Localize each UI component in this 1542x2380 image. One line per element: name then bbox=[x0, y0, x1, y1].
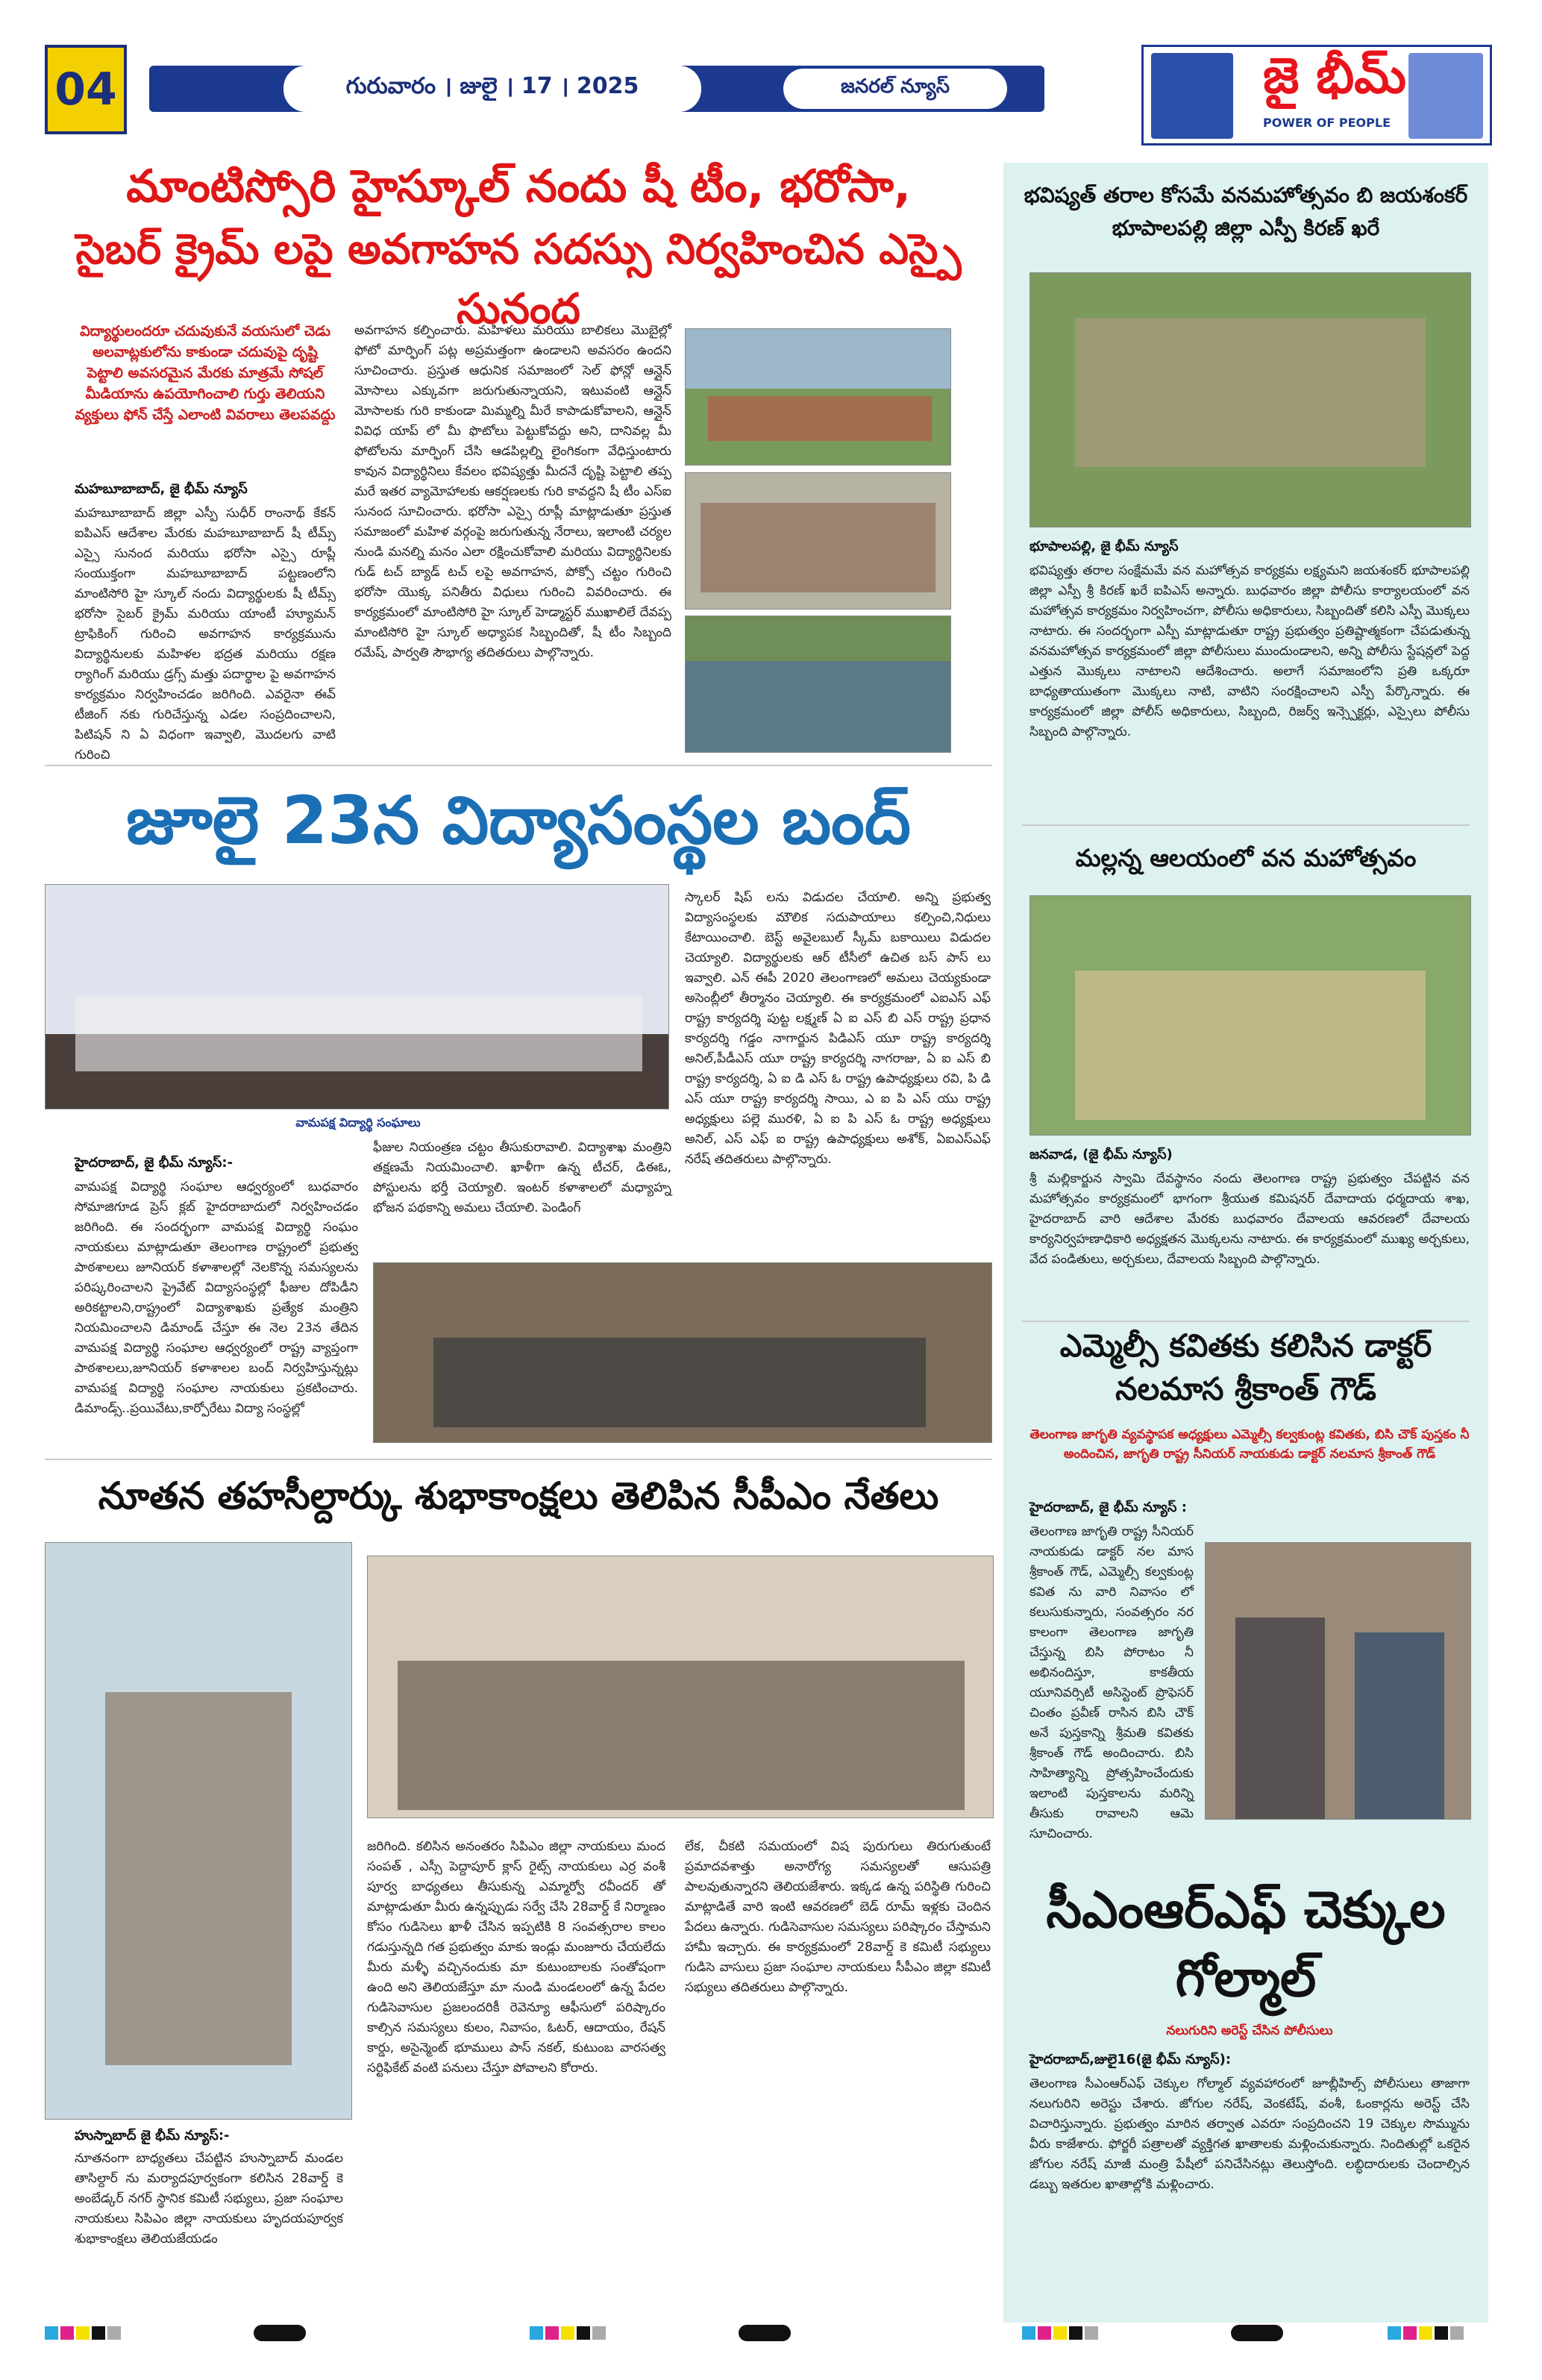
brand-title: జై భీమ్ bbox=[1263, 47, 1406, 104]
side1-body: భవిష్యత్తు తరాల సంక్షేమమే వన మహోత్సవ కార్యక్రమ లక్ష్యమని జయశంకర్ భూపాలపల్లి జిల్లా ఎస్పీ శ్రీ కిరణ్ ఖరే ఐపిఎస్ అన్నారు. బుధవారం జిల్లా పోలీసు కార్యాలయంలో వన మహోత్సవ కార్యక్రమం నిర్వహించగా, పోలీసు అధికారులు, సిబ్బందితో కలిసి ఎస్పీ మొక్కలు నాటారు. ఈ సందర్భంగా ఎస్పీ మాట్లాడుతూ రాష్ట్ర ప్రభుత్వం ప్రతిష్టాత్మకంగా చేపడుతున్న వనమహోత్సవ కార్యక్రమంలో జిల్లా పోలీసులు ముందుండాలని, అన్ని పోలీసు స్టేషన్లలో పెద్ద ఎత్తున మొక్కలు నాటాలని ఆదేశించారు. అలాగే సమాజంలోని ప్రతి ఒక్కరూ బాధ్యతాయుతంగా మొక్కలు నాటి, వాటిని సంరక్షించాలని ఎస్పీ పేర్కొన్నారు. ఈ కార్యక్రమంలో జిల్లా పోలీస్ అధికారులు, సిబ్బంది, రిజర్వ్ ఇన్స్పెక్టర్లు, ఎస్సైలు పోలీసు సిబ్బంది పాల్గొన్నారు. bbox=[1029, 563, 1470, 739]
side1-headline: భవిష్యత్ తరాల కోసమే వనమహోత్సవం బి జయశంకర్ భూపాలపల్లి జిల్లా ఎస్పీ కిరణ్ ఖరే bbox=[1024, 183, 1468, 240]
story3-photo-1 bbox=[45, 1542, 352, 2120]
side4-dateline: హైదరాబాద్,జులై16(జై భీమ్ న్యూస్): bbox=[1029, 2052, 1232, 2067]
page-number: 04 bbox=[45, 45, 127, 134]
story2-photo-group bbox=[373, 1262, 992, 1443]
story1-photo-2 bbox=[685, 472, 951, 610]
story2-dateline: హైదరాబాద్, జై భీమ్ న్యూస్:- bbox=[75, 1155, 234, 1171]
side2-dateline: జనవాడ, (జై భీమ్ న్యూస్) bbox=[1029, 1147, 1173, 1162]
story2-column-3: స్కాలర్ షిప్ లను విడుదల చేయాలి. అన్ని ప్రభుత్వ విద్యాసంస్థలకు మౌలిక సదుపాయాలు కల్పించి,నిధులు కేటాయించాలి. బెస్ట్ అవైలబుల్ స్కీమ్ బకాయిలు విడుదల చెయ్యాలి. విద్యార్థులకు ఆర్ టీసీలో ఉచిత బస్ పాస్ లు ఇవ్వాలి. ఎన్ ఈపీ 2020 తెలంగాణలో అమలు చెయ్యకుండా అసెంబ్లీలో తీర్మానం చెయ్యాలి. ఈ కార్యక్రమంలో ఎఐఎస్ ఎఫ్ రాష్ట్ర కార్యదర్శి పుట్ట లక్ష్మణ్ ఏ ఐ ఎస్ బి ఎస్ రాష్ట్ర ప్రధాన కార్యదర్శి గడ్డం నాగార్జున పిడిఎస్ యూ రాష్ట్ర కార్యదర్శి అనిల్,పీడీఎస్ యూ రాష్ట్ర కార్యదర్శి నాగరాజు, ఏ ఐ ఎస్ బి రాష్ట్ర కార్యదర్శి, ఏ ఐ డి ఎస్ ఓ రాష్ట్ర ఉపాధ్యక్షులు రవి, పి డి ఎస్ యూ రాష్ట్ర కార్యదర్శి సాయి, ఎ ఐ పి ఎస్ యు రాష్ట్ర అధ్యక్షులు పల్లె మురళి, ఏ ఐ పి ఎస్ ఓ రాష్ట్ర అధ్యక్షులు అనిల్, ఎస్ ఎఫ్ ఐ రాష్ట్ర ఉపాధ్యక్షులు అశోక్, ఏఐఎస్ఎఫ్ నరేష్ తదితరులు పాల్గొన్నారు. bbox=[685, 890, 991, 1167]
registration-marks bbox=[530, 2326, 608, 2340]
brand-masthead bbox=[1141, 45, 1492, 145]
story3-dateline: హుస్నాబాద్ జై భీమ్ న్యూస్:- bbox=[75, 2128, 230, 2143]
brand-portrait-icon bbox=[1408, 53, 1483, 139]
story2-photo-pressmeet bbox=[45, 884, 669, 1109]
divider bbox=[45, 1459, 992, 1460]
registration-mark bbox=[739, 2325, 791, 2341]
story1-column-2: అవగాహన కల్పించారు. మహిళలు మరియు బాలికలు మొబైల్లో ఫోటో మార్ఫింగ్ పట్ల అప్రమత్తంగా ఉండాలని అవసరం ఉందని సూచించారు. ప్రస్తుత ఆధునిక సమాజంలో సెల్ ఫోన్లో ఆన్లైన్ మోసాలు ఎక్కువగా జరుగుతున్నాయని, ఇటువంటి ఆన్లైన్ మోసాలకు గురి కాకుండా మిమ్మల్ని మీరే కాపాడుకోవాలని, ఆన్లైన్ వివిధ యాప్ లో మీ ఫొటోలు పెట్టుకోవద్దు అని, దానివల్ల మీ ఫోటోలను మార్ఫింగ్ చేసి ఆడపిల్లల్ని లైంగికంగా వేధిస్తుంటారు కావున విద్యార్థినిలు కేవలం భవిష్యత్తు మీదనే దృష్టి పెట్టాలి తప్ప మరే ఇతర వ్యామోహాలకు ఆకర్షణలకు గురి కావద్దని షీ టీం ఎస్ఐ సునంద సూచించారు. భరోసా ఎస్సై రూప్లీ మాట్లాడుతూ ప్రస్తుత సమాజంలో మహిళ వర్గంపై జరుగుతున్న నేరాలు, ఇలాంటి చర్యల నుండి మనల్ని మనం ఎలా రక్షించుకోవాలి మరియు విద్యార్థినిలకు గుడ్ టచ్ బ్యాడ్ టచ్ లపై అవగాహన, పోక్సో చట్టం గురించి భరోసా యొక్క పనితీరు విధులు గురించి వివరించారు. ఈ కార్యక్రమంలో మాంటిసోరి హై స్కూల్ హెడ్మాస్టర్ ముఖాలిలే దేవప్ప మాంటిసోరి హై స్కూల్ అధ్యాపక సిబ్బందితో, షీ టీం సిబ్బంది రమేష్, పార్వతి సౌభాగ్య తదితరులు పాల్గొన్నారు. bbox=[354, 323, 671, 660]
story3-photo-2 bbox=[367, 1556, 994, 1818]
registration-marks bbox=[45, 2326, 123, 2340]
story2-column-1: వామపక్ష విద్యార్థి సంఘాల ఆధ్వర్యంలో బుధవారం సోమాజిగూడ ప్రెస్ క్లబ్ హైదరాబాదులో నిర్వహించడం జరిగింది. ఈ సందర్భంగా వామపక్ష విద్యార్థి సంఘం నాయకులు మాట్లాడుతూ తెలంగాణ రాష్ట్రంలో ప్రభుత్వ పాఠశాలలు జూనియర్ కళాశాలల్లో నెలకొన్న సమస్యలను పరిష్కరించాలని ప్రైవేట్ విద్యాసంస్థల్లో ఫీజుల దోపిడీని అరికట్టాలని,రాష్ట్రంలో విద్యాశాఖకు ప్రత్యేక మంత్రిని నియమించాలని డిమాండ్ చేస్తూ ఈ నెల 23న తేదిన వామపక్ష విద్యార్థి సంఘాల ఆధ్వర్యంలో రాష్ట్ర వ్యాప్తంగా పాఠశాలలు,జూనియర్ కళాశాలల బంద్ నిర్వహిస్తున్నట్లు వామపక్ష విద్యార్థి సంఘాల నాయకులు ప్రకటించారు. డిమాండ్స్..ప్రయివేటు,కార్పోరేటు విద్యా సంస్థల్లో bbox=[75, 1180, 358, 1416]
side2-body: శ్రీ మల్లికార్జున స్వామి దేవస్థానం నందు తెలంగాణ రాష్ట్ర ప్రభుత్వం చేపట్టిన వన మహోత్సవం కార్యక్రమంలో భాగంగా శ్రీయుత కమిషనర్ దేవాదాయ ధర్మదాయ శాఖ, హైదరాబాద్ వారి ఆదేశాల మేరకు బుధవారం దేవాలయ ఆవరణలో దేవాలయ కార్యనిర్వహణాధికారి అధ్యక్షతన మొక్కలను నాటారు. ఈ కార్యక్రమంలో ముఖ్య అర్చకులు, వేద పండితులు, అర్చకులు, దేవాలయ సిబ్బంది పాల్గొన్నారు. bbox=[1029, 1171, 1470, 1267]
side4-headline: సీఎంఆర్ఎఫ్ చెక్కుల గోల్మాల్ bbox=[1046, 1881, 1446, 2008]
side3-headline: ఎమ్మెల్సీ కవితకు కలిసిన డాక్టర్ నలమాస శ్రీకాంత్ గౌడ్ bbox=[1059, 1327, 1432, 1407]
story1-column-1: మహబూబాబాద్ జిల్లా ఎస్పీ సుధీర్ రాంనాథ్ కేకన్ ఐపిఎస్ ఆదేశాల మేరకు మహబూబాబాద్ షీ టీమ్స్ ఎస్సై సునంద మరియు భరోసా ఎస్సై రూప్లీ సంయుక్తంగా మహబూబాబాద్ పట్టణంలోని మాంటిసోరి హై స్కూల్ నందు విద్యార్థులకు షీ టీమ్స్ భరోసా సైబర్ క్రైమ్ మరియు యాంటీ హ్యూమన్ ట్రాఫికింగ్ గురించి అవగాహన కార్యక్రమును విద్యార్థినులకు మహిళల భద్రత మరియు రక్షణ ర్యాగింగ్ మరియు డ్రగ్స్ మత్తు పదార్థాల పై అవగాహన కార్యక్రమం నిర్వహించడం జరిగింది. ఎవరైనా ఈవ్ టీజింగ్ నకు గురిచేస్తున్న ఎడల సంప్రదించాలని, పిటిషన్ ని ఏ విధంగా ఇవ్వాలి, మొదలగు వాటి గురించి bbox=[75, 506, 336, 762]
issue-date: గురువారం । జులై । 17 । 2025 bbox=[283, 66, 701, 112]
side3-photo bbox=[1205, 1542, 1471, 1820]
story3-headline: నూతన తహసీల్దార్కు శుభాకాంక్షలు తెలిపిన సీపీఎం నేతలు bbox=[98, 1474, 939, 1518]
story2-photo-caption: వామపక్ష విద్యార్థి సంఘాలు bbox=[295, 1115, 421, 1130]
side1-dateline: భూపాలపల్లి, జై భీమ్ న్యూస్ bbox=[1029, 539, 1179, 554]
side3-subhead: తెలంగాణ జాగృతి వ్యవస్థాపక అధ్యక్షులు ఎమ్మెల్సీ కల్వకుంట్ల కవితకు, బిసి చౌక్ పుస్తకం నీ అందించిన, జాగృతి రాష్ట్ర సీనియర్ నాయకుడు డాక్టర్ నలమాస శ్రీకాంత్ గౌడ్ bbox=[1029, 1427, 1470, 1462]
registration-marks bbox=[1388, 2326, 1466, 2340]
section-label: జనరల్ న్యూస్ bbox=[783, 69, 1007, 109]
story3-column-2: జరిగింది. కలిసిన అనంతరం సిపిఎం జిల్లా నాయకులు మంద సంపత్ , ఎస్సీ పెద్దాపూర్ క్లాస్ రైట్స్ నాయకులు ఎర్ర వంశీ పూర్వ బాధ్యతలు తీసుకున్న ఎమ్మార్వో రవీందర్ తో మాట్లాడుతూ మీరు ఉన్నప్పుడు సర్వే చేసి 28వార్డ్ కే నిర్మాణం కోసం గుడిసెలు ఖాళీ చేసిన ఇప్పటికి 8 సంవత్సరాల కాలం గడుస్తున్నది గత ప్రభుత్వం మాకు ఇండ్లు మంజూరు చేయలేదు మీరు మళ్ళీ వచ్చినందుకు మా కుటుంబాలకు సంతోషంగా ఉంది అని తెలియజేస్తూ మా నుండి మండలంలో ఉన్న పేదల గుడిసెవాసుల ప్రజలందరికీ రెవెన్యూ ఆఫీసులో పరిష్కారం కాల్సిన సమస్యలు కులం, నివాసం, ఓటర్, ఆదాయం, రేషన్ కార్డు, అసైన్మెంట్ భూములు పాస్ నకల్, కుటుంబ వారసత్వ సర్టిఫికేట్ వంటి పనులు చేస్తూ పోవాలని కోరారు. bbox=[367, 1839, 665, 2076]
registration-marks bbox=[1022, 2326, 1100, 2340]
story3-column-3: లేక, చీకటి సమయంలో విష పురుగులు తిరుగుతుంటే ప్రమాదవశాత్తు అనారోగ్య సమస్యలతో ఆసుపత్రి పాలవుతున్నారని తెలియజేశారు. ఇక్కడ ఉన్న పరిస్థితి గురించి మాట్లాడితే వారి ఇంటి ఆవరణలో బెడ్ రూమ్ ఇళ్లకు చెందిన పేదలు ఉన్నారు. గుడిసెవాసుల సమస్యలు పరిష్కారం చేస్తామని హామీ ఇచ్చారు. ఈ కార్యక్రమంలో 28వార్డ్ కె కమిటీ సభ్యులు గుడిసె వాసులు ప్రజా సంఘాల నాయకులు సీపీఎం జిల్లా కమిటీ సభ్యులు తదితరులు పాల్గొన్నారు. bbox=[685, 1839, 991, 1995]
registration-mark bbox=[254, 2325, 306, 2341]
story1-subhead: విద్యార్థులందరూ చదువుకునే వయసులో చెడు అలవాట్లకులోను కాకుండా చదువుపై దృష్టి పెట్టాలి అవసరమైన మేరకు మాత్రమే సోషల్ మీడియాను ఉపయోగించాలి గుర్తు తెలియని వ్యక్తులు ఫోన్ చేస్తే ఎలాంటి వివరాలు తెలపవద్దు bbox=[75, 323, 336, 423]
side2-headline: మల్లన్న ఆలయంలో వన మహోత్సవం bbox=[1075, 844, 1417, 872]
side3-dateline: హైదరాబాద్, జై భీమ్ న్యూస్ : bbox=[1029, 1500, 1187, 1515]
registration-mark bbox=[1231, 2325, 1283, 2341]
brand-tagline: POWER OF PEOPLE bbox=[1263, 116, 1391, 130]
divider bbox=[45, 765, 992, 766]
story2-headline: జూలై 23న విద్యాసంస్థల బంద్ bbox=[126, 782, 911, 859]
story1-photo-1 bbox=[685, 328, 951, 466]
story1-photo-3 bbox=[685, 616, 951, 753]
divider bbox=[1022, 1321, 1470, 1322]
divider bbox=[1022, 824, 1470, 826]
story3-column-1: నూతనంగా బాధ్యతలు చేపట్టిన హుస్నాబాద్ మండల తాసిల్దార్ ను మర్యాదపూర్వకంగా కలిసిన 28వార్డ్ కె అంబేడ్కర్ నగర్ స్థానిక కమిటీ సభ్యులు, ప్రజా సంఘాల నాయకులు సిపిఎం జిల్లా నాయకులు హృదయపూర్వక శుభాకాంక్షలు తెలియజేయడం bbox=[75, 2151, 343, 2246]
side3-body: తెలంగాణ జాగృతి రాష్ట్ర సీనియర్ నాయకుడు డాక్టర్ నల మాస శ్రీకాంత్ గౌడ్, ఎమ్మెల్సీ కల్వకుంట్ల కవిత ను వారి నివాసం లో కలుసుకున్నారు, సంవత్సరం నర కాలంగా తెలంగాణ జాగృతి చేస్తున్న బిసి పోరాటం నీ అభినందిస్తూ, కాకతీయ యూనివర్సిటీ అసిస్టెంట్ ప్రొఫెసర్ చింతం ప్రవీణ్ రాసిన బిసి చౌక్ అనే పుస్తకాన్ని శ్రీమతి కవితకు శ్రీకాంత్ గౌడ్ అందించారు. బిసి సాహిత్యాన్ని ప్రోత్సహించేందుకు ఇలాంటి పుస్తకాలను మరిన్ని తీసుకు రావాలని ఆమె సూచించారు. bbox=[1029, 1524, 1194, 1841]
side4-body: తెలంగాణ సీఎంఆర్ఎఫ్ చెక్కుల గోల్మాల్ వ్యవహారంలో జూబ్లీహిల్స్ పోలీసులు తాజాగా నలుగురిని అరెస్టు చేశారు. జోగుల నరేష్, వెంకటేష్, వంశీ, ఓంకార్లను అరెస్ట్ చేసి విచారిస్తున్నారు. ప్రభుత్వం మారిన తర్వాత ఎవరూ సంప్రదించని 19 చెక్కుల సొమ్మును వీరు కాజేశారు. ఫోర్జరీ పత్రాలతో వ్యక్తిగత ఖాతాలకు మళ్లించుకున్నారు. నిందితుల్లో ఒకరైన జోగుల నరేష్ మాజీ మంత్రి పేషీలో పనిచేసినట్లు తెలుస్తోంది. లబ్ధిదారులకు చెందాల్సిన డబ్బు ఇతరుల ఖాతాల్లోకి మళ్లించారు. bbox=[1029, 2076, 1470, 2192]
story1-dateline: మహబూబాబాద్, జై భీమ్ న్యూస్ bbox=[75, 481, 248, 497]
side2-photo bbox=[1029, 895, 1471, 1136]
story1-headline-line1: మాంటిస్సోరి హైస్కూల్ నందు షీ టీం, భరోసా, bbox=[126, 160, 911, 213]
side1-photo bbox=[1029, 272, 1471, 527]
side4-subhead: నలుగురిని అరెస్ట్ చేసిన పోలీసులు bbox=[1166, 2023, 1333, 2038]
story2-column-2: ఫీజుల నియంత్రణ చట్టం తీసుకురావాలి. విద్యాశాఖ మంత్రిని తక్షణమే నియమించాలి. ఖాళీగా ఉన్న టీచర్, డిఈఓ, పోస్టులను భర్తీ చెయ్యాలి. ఇంటర్ కళాశాలలో మధ్యాహ్న భోజన పథకాన్ని అమలు చేయాలి. పెండింగ్ bbox=[373, 1140, 671, 1215]
ambedkar-portrait-icon bbox=[1151, 53, 1233, 139]
story1-headline-line2: సైబర్ క్రైమ్ లపై అవగాహన సదస్సు నిర్వహించిన ఎస్పై సునంద bbox=[75, 225, 962, 333]
